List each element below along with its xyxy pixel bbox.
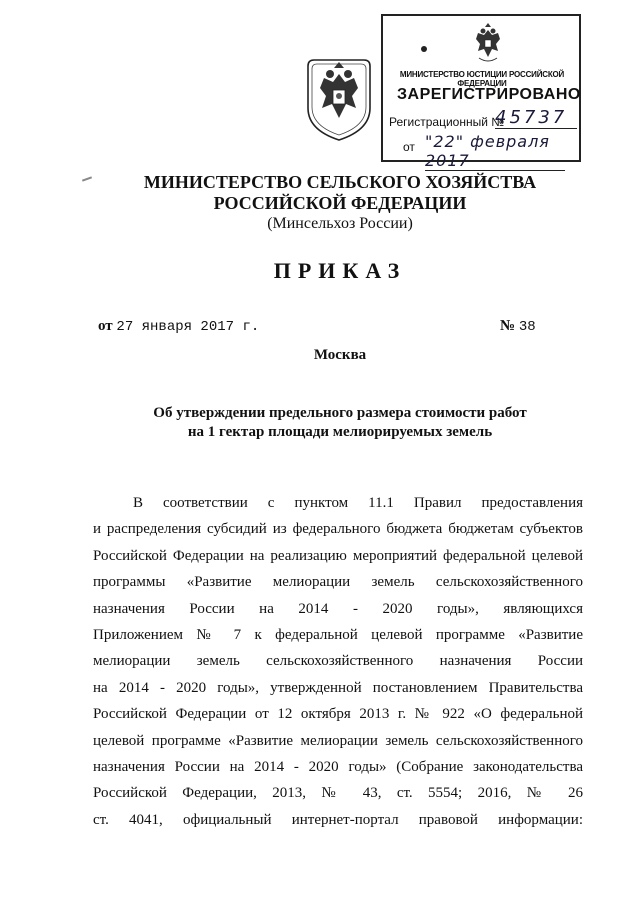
order-title: ПРИКАЗ [273, 258, 407, 283]
order-number [500, 318, 536, 335]
order-number-value: 38 [518, 319, 536, 335]
order-number-prefix: № [500, 318, 516, 334]
stamp-reg-number-value: 45737 [495, 107, 577, 129]
order-city: Москва [313, 347, 367, 363]
body-line: целевой программе «Развитие мелиорации земель сельскохозяйственного [93, 732, 583, 749]
order-date [98, 318, 259, 335]
body-text [93, 490, 583, 833]
subject-line1: Об утверждении предельного размера стоимости работ [153, 405, 527, 421]
body-line: и распределения субсидий из федерального бюджета бюджетам субъектов [93, 521, 583, 538]
body-line: мелиорации земель сельскохозяйственного назначения России [93, 653, 583, 670]
order-date-value: 27 января 2017 г. [116, 319, 260, 335]
stamp-dot [421, 46, 427, 52]
body-line: Российской Федерации, 2013, № 43, ст. 5554; 2016, № 26 [93, 785, 583, 802]
body-line: ст. 4041, официальный интернет-портал правовой информации: [93, 811, 583, 828]
stamp-reg-number-label: Регистрационный № [389, 115, 505, 129]
body-line: назначения России на 2014 - 2020 годы» (Собрание законодательства [93, 758, 583, 775]
subject-line2: на 1 гектар площади мелиорируемых земель [187, 424, 493, 440]
ministry-title [90, 172, 590, 214]
body-line: Российской Федерации от 12 октября 2013 г. № 922 «О федеральной [93, 706, 583, 723]
order-subject [90, 404, 590, 442]
body-line: Российской Федерации на реализацию мероприятий федеральной целевой [93, 547, 583, 564]
stamp-date-label: от [403, 140, 415, 154]
ministry-title-line2: РОССИЙСКОЙ ФЕДЕРАЦИИ [213, 193, 467, 213]
stamp-ministry-name: МИНИСТЕРСТВО ЮСТИЦИИ РОССИЙСКОЙ ФЕДЕРАЦИИ [399, 70, 565, 88]
stamp-registered-label: ЗАРЕГИСТРИРОВАНО [397, 86, 581, 103]
body-line: программы «Развитие мелиорации земель сельскохозяйственного [93, 574, 583, 591]
stamp-date-value: "22" февраля 2017 [425, 132, 565, 171]
body-line: Приложением № 7 к федеральной целевой программе «Развитие [93, 626, 583, 643]
coat-of-arms-icon [300, 52, 378, 142]
ministry-title-line1: МИНИСТЕРСТВО СЕЛЬСКОГО ХОЗЯЙСТВА [143, 172, 537, 192]
body-line: В соответствии с пунктом 11.1 Правил предоставления [133, 495, 583, 511]
ministry-short-name: (Минсельхоз России) [267, 215, 413, 232]
order-date-prefix: от [98, 318, 113, 334]
registration-stamp [381, 14, 581, 170]
stamp-coat-of-arms-icon [469, 22, 507, 66]
body-line: на 2014 - 2020 годы», утвержденной постановлением Правительства [93, 679, 583, 696]
body-line: назначения России на 2014 - 2020 годы», являющихся [93, 600, 583, 617]
